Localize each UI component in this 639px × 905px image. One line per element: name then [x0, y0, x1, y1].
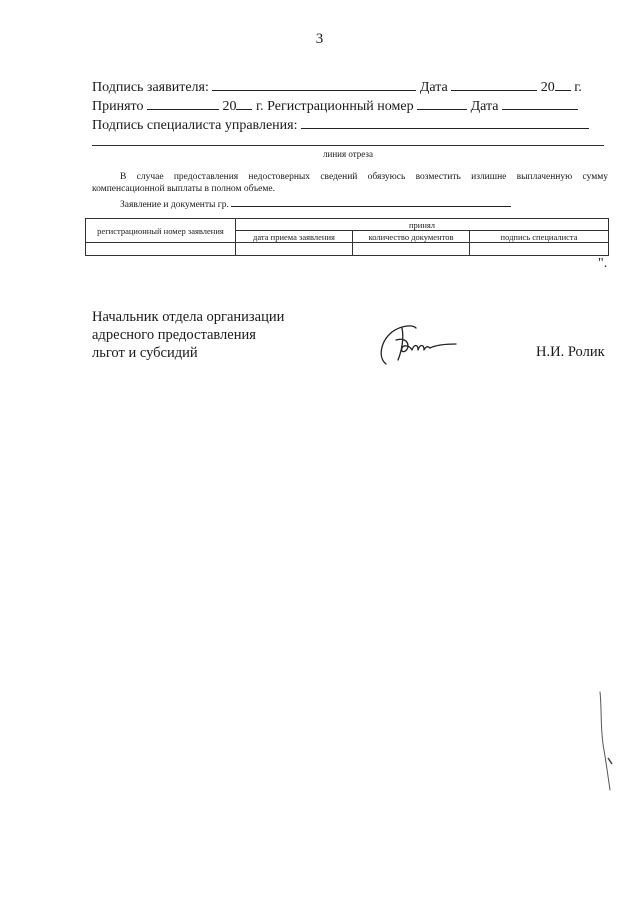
documents-name-field[interactable] [231, 197, 511, 207]
year-prefix: 20 [540, 80, 555, 95]
position-line: адресного предоставления [92, 327, 256, 343]
document-count-header: количество документов [353, 231, 470, 243]
position-line: Начальник отдела организации [92, 309, 285, 325]
specialist-signature-header: подпись специалиста [470, 231, 609, 243]
reg-number-field[interactable] [417, 96, 467, 110]
notice-paragraph [92, 171, 608, 195]
registration-table [85, 218, 609, 256]
specialist-signature-field[interactable] [301, 115, 589, 129]
date-field[interactable] [451, 77, 537, 91]
reg-number-label: Регистрационный номер [267, 99, 414, 114]
signatory-position [92, 308, 284, 362]
applicant-signature-label: Подпись заявителя: [92, 80, 209, 95]
table-cell[interactable] [353, 243, 470, 256]
closing-quote: ". [598, 256, 608, 271]
table-row [86, 243, 609, 256]
table-cell[interactable] [86, 243, 236, 256]
date-received-header: дата приема заявления [236, 231, 353, 243]
date-field[interactable] [502, 96, 578, 110]
accepted-label: Принято [92, 99, 144, 114]
table-cell[interactable] [470, 243, 609, 256]
signatory-name: Н.И. Ролик [536, 344, 605, 360]
year-suffix: г. [574, 80, 582, 95]
date-label: Дата [470, 99, 499, 114]
specialist-signature-row [92, 115, 589, 135]
year-prefix: 20 [222, 99, 237, 114]
documents-row [120, 197, 511, 211]
documents-label: Заявление и документы гр. [120, 200, 229, 210]
applicant-signature-field[interactable] [212, 77, 416, 91]
page-number: 3 [315, 31, 324, 47]
margin-mark [594, 690, 618, 805]
year-field[interactable] [236, 96, 252, 110]
table-cell[interactable] [236, 243, 353, 256]
accepted-date-field[interactable] [147, 96, 219, 110]
position-line: льгот и субсидий [92, 345, 198, 361]
cut-line [92, 145, 604, 146]
year-suffix: г. [255, 99, 264, 114]
date-label: Дата [419, 80, 448, 95]
notice-text: В случае предоставления недостоверных сведений обязуюсь возместить излишне выплаченную сумму компенсационной выплаты в полном объеме. [92, 172, 608, 194]
specialist-signature-label: Подпись специалиста управления: [92, 118, 298, 133]
cut-line-label: линия отреза [323, 149, 373, 159]
reg-number-header: регистрационный номер заявления [86, 219, 236, 243]
applicant-signature-row [92, 77, 582, 97]
year-field[interactable] [555, 77, 571, 91]
accepted-by-header: принял [236, 219, 609, 231]
handwritten-signature [372, 318, 472, 373]
accepted-row [92, 96, 578, 116]
